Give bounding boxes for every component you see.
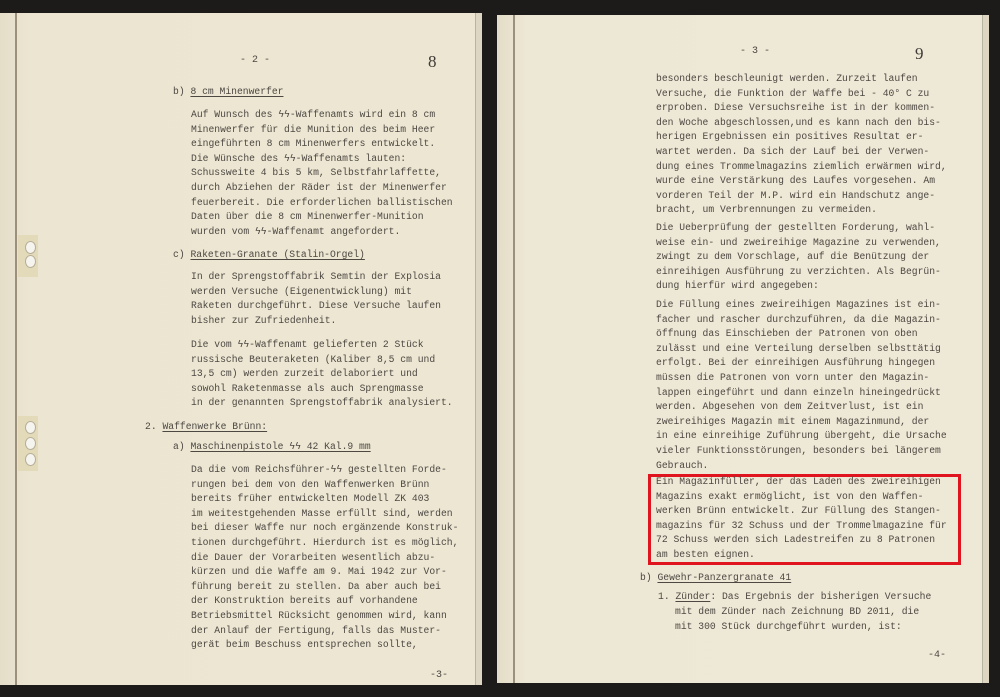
text-line: tionen durchgeführt. Hierdurch ist es möglich, [191, 536, 459, 548]
text-line: dung hierfür wird angegeben: [656, 280, 819, 292]
section-heading-2a [173, 440, 371, 455]
text-line: weise ein- und zweireihige Magazine zu verwenden, [656, 236, 941, 248]
text-line: lappen eingeführt und dann einzeln hineingedrückt [656, 386, 941, 398]
heading-label: b) [173, 86, 191, 97]
text-line: den Woche abgeschlossen,und es kann nach den bis- [656, 116, 941, 128]
paragraph [191, 463, 458, 653]
page-edge [475, 13, 482, 685]
text-line: dung eines Trommelmagazins ziemlich erwärmen wird, [656, 160, 947, 172]
text-line: kürzen und die Waffe am 9. Mai 1942 zur Vor- [191, 566, 447, 578]
folio-number: 8 [428, 52, 437, 71]
heading-label: c) [173, 249, 191, 260]
text-line: In der Sprengstoffabrik Semtin der Explosia [191, 271, 441, 282]
page-edge [982, 15, 989, 683]
text-line: magazins für 32 Schuss und der Trommelmagazine für [656, 519, 947, 531]
text-line: Auf Wunsch des ϟϟ-Waffenamts wird ein 8 cm [191, 109, 436, 120]
text-line: bereits früher entwickelten Modell ZK 403 [191, 493, 430, 505]
text-line: erproben. Diese Versuchsreihe ist in der kommen- [656, 102, 936, 114]
text-line: facher und rascher durchzuführen, da die Magazin- [656, 313, 941, 325]
text-line: öffnung das Einschieben der Patronen von oben [656, 328, 918, 340]
text-line: im weitestgehenden Masse erfüllt sind, werden [191, 507, 453, 519]
text-line: russische Beuteraketen (Kaliber 8,5 cm und [191, 353, 436, 365]
text-line: zulässt und eine Verteilung derselben selbsttätig [656, 342, 941, 354]
punch-hole [25, 241, 36, 254]
binding-fold [15, 13, 17, 685]
text-line: der Konstruktion bereits auf vorhandene [191, 595, 418, 607]
text-line: der Anlauf der Fertigung, falls das Muster- [191, 624, 441, 636]
text-line: mit 300 Stück durchgeführt wurden, ist: [675, 620, 902, 632]
heading-label: 2. [145, 421, 163, 432]
item-term: Zünder [675, 591, 711, 602]
page-footer: -3- [430, 670, 449, 681]
text-line: werken Brünn entwickelt. Zur Füllung des Stangen- [656, 505, 941, 517]
text-line: gerät beim Beschuss entsprechen sollte, [191, 639, 418, 651]
text-line: Die Wünsche des ϟϟ-Waffenamts lauten: [191, 152, 407, 164]
text-line: werden. Abgesehen von dem Zeitverlust, ist ein [656, 401, 924, 413]
text-line: die Dauer der Vorarbeiten wesentlich abzu- [191, 551, 436, 563]
paragraph [656, 221, 941, 294]
punch-hole [25, 437, 36, 450]
text-line: 72 Schuss werden sich Ladestreifen zu 8 Patronen [656, 534, 936, 546]
text-line: müssen die Patronen von vorn unter den Magazin- [656, 371, 930, 383]
item-label: 1. [658, 591, 676, 602]
text-line: Daten über die 8 cm Minenwerfer-Munition [191, 211, 424, 223]
item-text: : Das Ergebnis der bisherigen Versuche [710, 591, 932, 602]
text-line: am besten eignen. [656, 548, 755, 560]
text-line: mit dem Zünder nach Zeichnung BD 2011, die [675, 606, 920, 617]
text-line: eingeführten 8 cm Minenwerfers entwickelt. [191, 138, 436, 150]
punch-hole [25, 255, 36, 268]
text-line: werden Versuche (Eigenentwicklung) mit [191, 285, 412, 297]
text-line: Die Füllung eines zweireihigen Magazines ist ein- [656, 299, 941, 310]
paragraph [191, 108, 453, 239]
text-line: wartet werden. Da sich der Lauf bei der Verwen- [656, 145, 930, 157]
text-line: führung bereit zu stellen. Da aber auch bei [191, 580, 441, 592]
text-line: in der genannten Sprengstoffabrik analysiert. [191, 397, 453, 409]
heading-title: Maschinenpistole ϟϟ 42 Kal.9 mm [190, 441, 371, 452]
paragraph [191, 270, 441, 328]
page-header: - 3 - [740, 46, 771, 57]
text-line: herigen Ergebnissen ein positives Resultat er- [656, 131, 924, 143]
text-line: wurden vom ϟϟ-Waffenamt angefordert. [191, 225, 401, 237]
punch-hole [25, 453, 36, 466]
text-line: Betriebsmittel Rücksicht genommen wird, kann [191, 609, 447, 621]
text-line: in eine einreihige Zuführung übergeht, die Ursache [656, 430, 947, 442]
text-line: Versuche, die Funktion der Waffe bei - 40° C zu [656, 87, 930, 99]
text-line: vieler Funktionsstörungen, besonders bei längerem [656, 444, 941, 456]
text-line: Magazins exakt ermöglicht, ist von den Waffen- [656, 490, 924, 502]
text-line: Schussweite 4 bis 5 km, Selbstfahrlaffette, [191, 167, 441, 179]
text-line: Ein Magazinfüller, der das Laden des zweireihigen [656, 476, 941, 487]
section-heading-c [173, 248, 365, 263]
text-line: 13,5 cm) werden zurzeit delaboriert und [191, 368, 418, 380]
heading-label: b) [640, 572, 658, 583]
page-footer: -4- [928, 650, 947, 661]
punch-hole [25, 421, 36, 434]
heading-title: Waffenwerke Brünn: [162, 421, 268, 432]
text-line: feuerbereit. Die erforderlichen ballistischen [191, 196, 453, 208]
text-line: Die Ueberprüfung der gestellten Forderung, wahl- [656, 222, 936, 233]
text-line: vorderen Teil der M.P. wird ein Handschutz ange- [656, 189, 936, 201]
text-line: sowohl Raketenmasse als auch Sprengmasse [191, 382, 424, 394]
binding-fold [513, 15, 515, 683]
page-header: - 2 - [240, 55, 271, 66]
paragraph [675, 605, 919, 634]
text-line: zwingt zu dem Vorschlage, auf die Benützung der [656, 251, 930, 263]
text-line: durch Abziehen der Räder ist der Minenwerfer [191, 181, 447, 193]
text-line: Minenwerfer für die Munition des beim Heer [191, 123, 436, 135]
section-heading-b [640, 571, 791, 586]
text-line: bracht, um Verbrennungen zu vermeiden. [656, 204, 877, 216]
highlighted-paragraph [656, 475, 947, 563]
text-line: wurde eine Verstärkung des Laufes vorgesehen. Am [656, 175, 936, 187]
text-line: bisher zur Zufriedenheit. [191, 314, 337, 326]
text-line: Raketen durchgeführt. Diese Versuche laufen [191, 300, 441, 312]
section-heading-2 [145, 420, 267, 435]
text-line: einreihigen Ausführung zu verzichten. Als Begrün- [656, 265, 941, 277]
text-line: erfolgt. Bei der einreihigen Ausführung hingegen [656, 357, 936, 369]
text-line: zweireihiges Magazin mit einem Magazinmund, der [656, 415, 930, 427]
heading-title: Raketen-Granate (Stalin-Orgel) [190, 249, 365, 260]
paragraph [656, 72, 947, 218]
text-line: besonders beschleunigt werden. Zurzeit laufen [656, 73, 918, 84]
paragraph [656, 298, 947, 473]
heading-label: a) [173, 441, 191, 452]
text-line: Da die vom Reichsführer-ϟϟ gestellten Forde- [191, 464, 447, 475]
list-item-1 [658, 590, 931, 605]
text-line: rungen bei dem von den Waffenwerken Brünn [191, 478, 430, 490]
section-heading-b [173, 85, 283, 100]
paragraph [191, 338, 453, 411]
folio-number: 9 [915, 44, 924, 63]
text-line: bei dieser Waffe nur noch ergänzende Konstruk- [191, 522, 459, 534]
heading-title: Gewehr-Panzergranate 41 [657, 572, 792, 583]
text-line: Die vom ϟϟ-Waffenamt gelieferten 2 Stück [191, 339, 424, 350]
text-line: Gebrauch. [656, 459, 709, 471]
heading-title: 8 cm Minenwerfer [190, 86, 284, 97]
